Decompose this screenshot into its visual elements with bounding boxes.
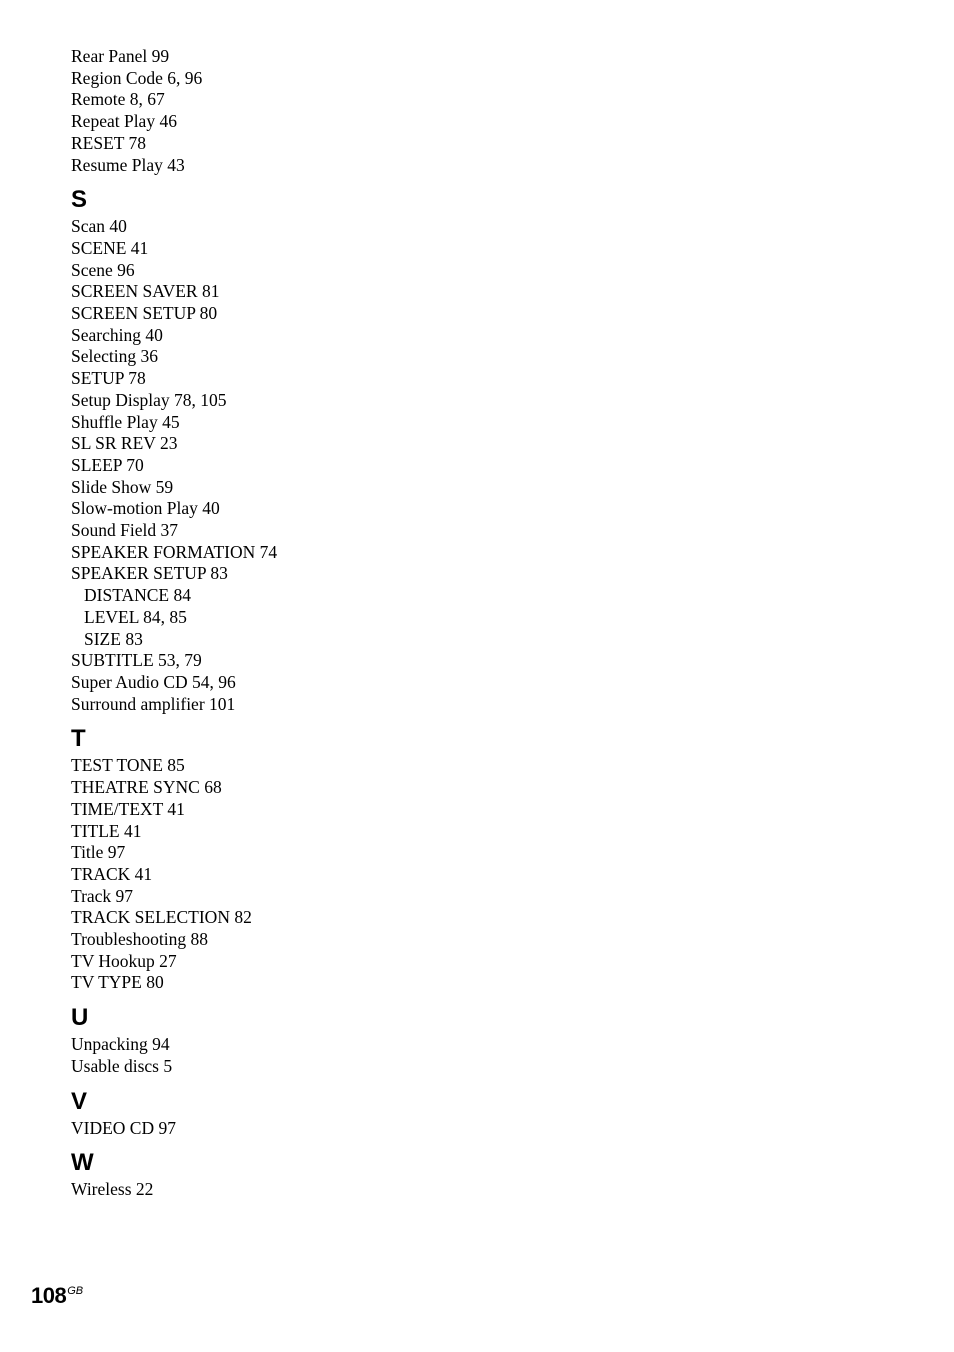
index-entry: Rear Panel 99 (71, 46, 170, 66)
index-entry: TIME/TEXT 41 (71, 798, 185, 819)
index-entry: Setup Display 78, 105 (71, 389, 227, 410)
index-entry: Scan 40 (71, 216, 127, 237)
index-entry: TEST TONE 85 (71, 755, 185, 776)
index-entry: THEATRE SYNC 68 (71, 777, 222, 798)
index-entry: SETUP 78 (71, 368, 146, 389)
page-number: 108 (31, 1283, 67, 1308)
index-entry: Track 97 (71, 885, 134, 906)
index-entry: SPEAKER SETUP 83 (71, 563, 228, 584)
page-footer (31, 1283, 83, 1309)
index-subentry: DISTANCE 84 (84, 585, 191, 606)
index-entry: Selecting 36 (71, 346, 158, 367)
index-entry: Sound Field 37 (71, 520, 178, 541)
index-entry: Repeat Play 46 (71, 111, 177, 132)
index-entry: Slide Show 59 (71, 476, 174, 497)
index-entry: Resume Play 43 (71, 154, 185, 175)
index-subentry: LEVEL 84, 85 (84, 606, 187, 627)
index-entry: RESET 78 (71, 132, 147, 153)
index-entry: Wireless 22 (71, 1179, 154, 1200)
index-entry: SPEAKER FORMATION 74 (71, 541, 278, 562)
index-list (71, 46, 491, 1201)
index-entry: TV TYPE 80 (71, 972, 164, 993)
index-entry: Super Audio CD 54, 96 (71, 671, 236, 692)
index-entry: SCREEN SETUP 80 (71, 303, 218, 324)
index-entry: Remote 8, 67 (71, 89, 165, 110)
page-language-suffix: GB (67, 1285, 84, 1297)
index-entry: TITLE 41 (71, 820, 142, 841)
index-subentry: SIZE 83 (84, 628, 143, 649)
index-letter-heading: U (71, 1004, 89, 1032)
index-entry: VIDEO CD 97 (71, 1117, 176, 1138)
index-letter-heading: S (71, 186, 88, 214)
index-entry: SCREEN SAVER 81 (71, 281, 220, 302)
index-entry: SUBTITLE 53, 79 (71, 650, 202, 671)
index-entry: Searching 40 (71, 324, 163, 345)
index-entry: Scene 96 (71, 259, 135, 280)
index-entry: Slow-motion Play 40 (71, 498, 220, 519)
index-entry: SL SR REV 23 (71, 433, 178, 454)
index-entry: Troubleshooting 88 (71, 929, 208, 950)
index-letter-heading: W (71, 1149, 94, 1177)
index-entry: Region Code 6, 96 (71, 67, 203, 88)
index-entry: Surround amplifier 101 (71, 693, 236, 714)
index-entry: TV Hookup 27 (71, 950, 177, 971)
index-entry: Unpacking 94 (71, 1034, 170, 1055)
index-entry: Shuffle Play 45 (71, 411, 180, 432)
index-entry: Usable discs 5 (71, 1055, 173, 1076)
index-entry: SLEEP 70 (71, 454, 144, 475)
index-entry: Title 97 (71, 842, 126, 863)
index-entry: SCENE 41 (71, 237, 149, 258)
index-letter-heading: V (71, 1087, 88, 1115)
index-entry: TRACK 41 (71, 863, 153, 884)
index-letter-heading: T (71, 725, 86, 753)
index-entry: TRACK SELECTION 82 (71, 907, 252, 928)
